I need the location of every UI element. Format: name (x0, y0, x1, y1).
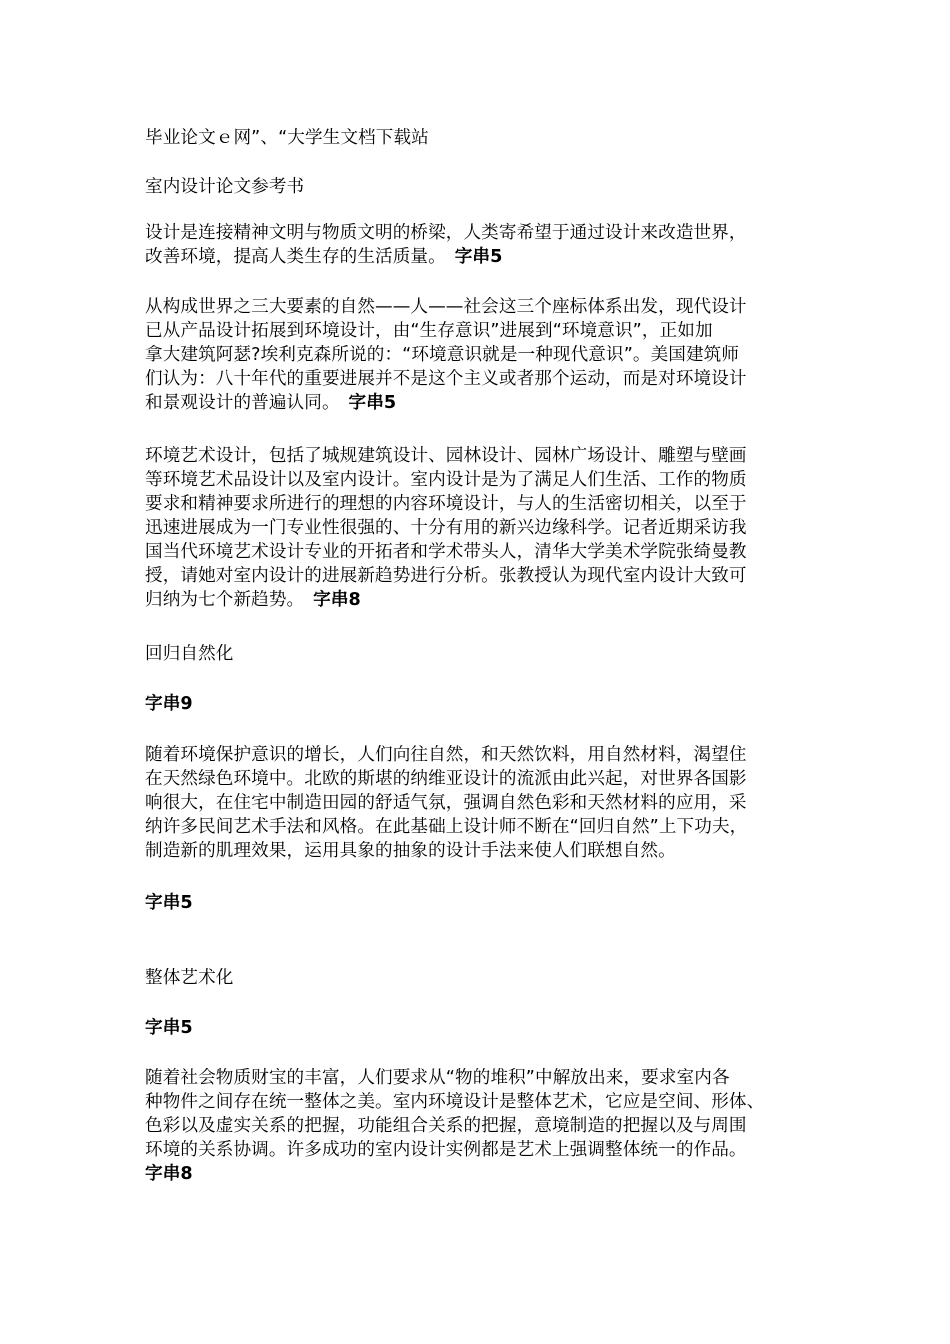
paragraph-2 (145, 295, 810, 415)
paragraph-line: 归纳为七个新趋势。 字串8 (145, 590, 361, 610)
paragraph-5 (145, 1066, 810, 1186)
paragraph-line: 等环境艺术品设计以及室内设计。室内设计是为了满足人们生活、工作的物质 (145, 470, 747, 490)
paragraph-line: 们认为：八十年代的重要进展并不是这个主义或者那个运动，而是对环境设计 (145, 369, 747, 389)
paragraph-line: 和景观设计的普遍认同。 字串5 (145, 393, 397, 413)
section-heading: 回归自然化 (145, 644, 234, 664)
paragraph-line: 已从产品设计拓展到环境设计，由“生存意识”进展到“环境意识”，正如加 (145, 321, 713, 341)
paragraph-line: 纳许多民间艺术手法和风格。在此基础上设计师不断在“回归自然”上下功夫， (145, 817, 748, 837)
paragraph-line: 响很大，在住宅中制造田园的舒适气氛，强调自然色彩和天然材料的应用，采 (145, 793, 747, 813)
paragraph-line: 拿大建筑阿瑟?埃利克森所说的：“环境意识就是一种现代意识”。美国建筑师 (145, 345, 740, 365)
string-tag: 字串8 (313, 590, 361, 610)
paragraph-1 (145, 221, 810, 269)
string-tag: 字串5 (454, 247, 503, 267)
paragraph-3 (145, 444, 810, 612)
paragraph-line: 随着环境保护意识的增长，人们向往自然，和天然饮料，用自然材料，渴望住 (145, 745, 747, 765)
string-tag: 字串9 (145, 694, 193, 714)
section-heading: 整体艺术化 (145, 968, 234, 988)
paragraph-line: 改善环境，提高人类生存的生活质量。 字串5 (145, 247, 503, 267)
paragraph-line: 环境的关系协调。许多成功的室内设计实例都是艺术上强调整体统一的作品。 (145, 1140, 747, 1160)
string-tag: 字串5 (145, 893, 193, 913)
paragraph-line: 授，请她对室内设计的进展新趋势进行分析。张教授认为现代室内设计大致可 (145, 566, 747, 586)
document-title: 室内设计论文参考书 (145, 177, 305, 197)
string-tag: 字串5 (145, 1018, 193, 1038)
paragraph-line: 从构成世界之三大要素的自然——人——社会这三个座标体系出发，现代设计 (145, 297, 747, 317)
paragraph-line: 种物件之间存在统一整体之美。室内环境设计是整体艺术，它应是空间、形体、 (145, 1092, 765, 1112)
paragraph-line: 迅速进展成为一门专业性很强的、十分有用的新兴边缘科学。记者近期采访我 (145, 518, 747, 538)
header-line: 毕业论文ｅ网”、“大学生文档下载站 (145, 128, 429, 148)
paragraph-line: 随着社会物质财宝的丰富，人们要求从“物的堆积”中解放出来，要求室内各 (145, 1068, 730, 1088)
paragraph-line: 制造新的肌理效果，运用具象的抽象的设计手法来使人们联想自然。 (145, 841, 676, 861)
paragraph-line: 国当代环境艺术设计专业的开拓者和学术带头人，清华大学美术学院张绮曼教 (145, 542, 747, 562)
paragraph-line: 环境艺术设计，包括了城规建筑设计、园林设计、园林广场设计、雕塑与壁画 (145, 446, 747, 466)
string-tag: 字串8 (145, 1164, 193, 1184)
string-tag: 字串5 (348, 393, 397, 413)
paragraph-line: 色彩以及虚实关系的把握，功能组合关系的把握，意境制造的把握以及与周围 (145, 1116, 747, 1136)
paragraph-4 (145, 743, 810, 863)
paragraph-line: 在天然绿色环境中。北欧的斯堪的纳维亚设计的流派由此兴起，对世界各国影 (145, 769, 747, 789)
paragraph-line: 要求和精神要求所进行的理想的内容环境设计，与人的生活密切相关，以至于 (145, 494, 747, 514)
paragraph-line: 设计是连接精神文明与物质文明的桥梁，人类寄希望于通过设计来改造世界， (145, 223, 747, 243)
